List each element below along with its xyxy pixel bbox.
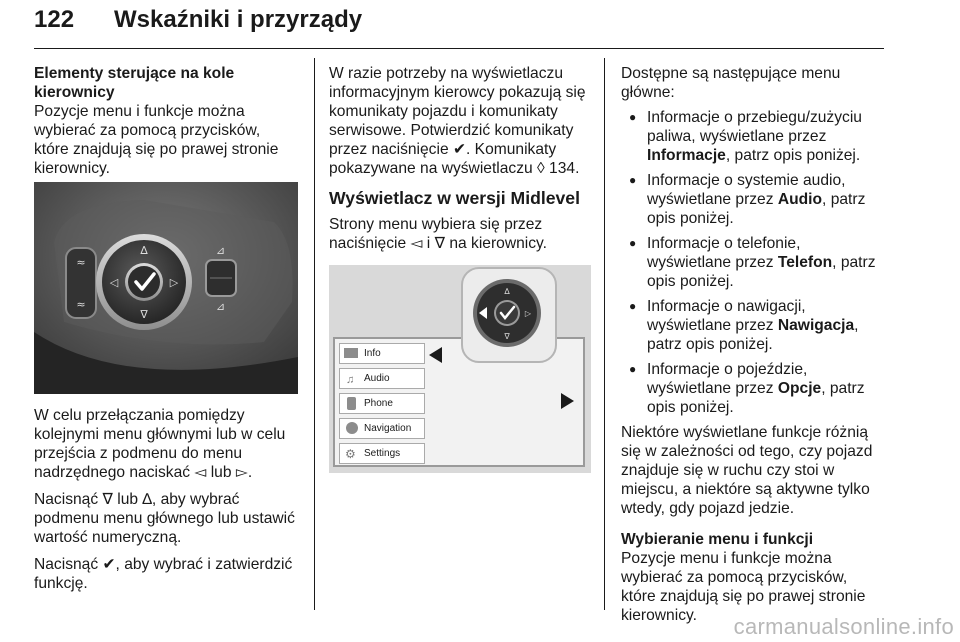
main-menu-list xyxy=(621,108,893,417)
svg-text:∆: ∆ xyxy=(140,244,148,257)
column-1 xyxy=(34,64,304,178)
svg-text:∆: ∆ xyxy=(504,287,510,296)
page-number: 122 xyxy=(34,6,75,33)
left-arrow-icon xyxy=(429,347,442,363)
settings-icon: ⚙ xyxy=(345,447,356,461)
menu-item: ♫ Audio xyxy=(339,368,425,389)
svg-text:⊿: ⊿ xyxy=(216,300,226,313)
steering-wheel-controls-figure xyxy=(34,182,298,394)
varies-paragraph: Niektóre wyświetlane funkcje różnią się w zależności od tego, czy pojazd znajduje się w ruchu czy stoi w miejscu, a niektóre są aktywne tylko wtedy, gdy pojazd jedzie. xyxy=(621,424,873,517)
page-title: Wskaźniki i przyrządy xyxy=(114,6,363,33)
watermark: carmanualsonline.info xyxy=(733,614,954,639)
switch-menu-paragraph: W celu przełączania pomiędzy kolejnymi menu głównymi lub w celu przejścia z podmenu do menu nadrzędnego naciskać ◅ lub ▻. xyxy=(34,407,286,481)
right-arrow-icon xyxy=(561,393,574,409)
phone-icon xyxy=(347,397,356,410)
controller-pad-illustration xyxy=(463,269,551,357)
svg-text:∇: ∇ xyxy=(140,308,148,321)
svg-text:▷: ▷ xyxy=(169,276,179,289)
pages-paragraph: Strony menu wybiera się przez naciśnięcie ◅ i ∇ na kierownicy. xyxy=(329,216,548,252)
list-item: ● Informacje o nawigacji, wyświetlane przez Nawigacja, patrz opis poniżej. xyxy=(621,297,893,354)
confirm-paragraph: Nacisnąć ✔, aby wybrać i zatwierdzić funkcję. xyxy=(34,556,293,592)
column-2 xyxy=(329,64,601,261)
svg-text:▷: ▷ xyxy=(524,309,532,318)
svg-text:≈: ≈ xyxy=(76,298,86,311)
menu-item: Navigation xyxy=(339,418,425,439)
menu-item: ⚙ Settings xyxy=(339,443,425,464)
svg-text:⊿: ⊿ xyxy=(216,244,226,257)
navigation-icon xyxy=(346,422,358,434)
column-3 xyxy=(621,64,893,633)
page-header xyxy=(34,4,884,48)
list-item: ● Informacje o telefonie, wyświetlane przez Telefon, patrz opis poniżej. xyxy=(621,234,893,291)
column-divider-1 xyxy=(314,58,315,610)
list-item: ● Informacje o przebiegu/zużyciu paliwa, wyświetlane przez Informacje, patrz opis poniżej. xyxy=(621,108,893,165)
column-divider-2 xyxy=(604,58,605,610)
info-icon xyxy=(344,348,358,358)
menu-item: Phone xyxy=(339,393,425,414)
svg-text:∇: ∇ xyxy=(504,332,510,341)
column-1-lower xyxy=(34,406,308,601)
menu-item: Info xyxy=(339,343,425,364)
midlevel-display-heading: Wyświetlacz w wersji Midlevel xyxy=(329,188,580,208)
display-menu-list xyxy=(339,343,425,464)
section-heading: Elementy sterujące na kole kierownicy xyxy=(34,65,235,101)
controller-inset xyxy=(461,267,557,363)
section-heading: Wybieranie menu i funkcji xyxy=(621,531,814,548)
select-submenu-paragraph: Nacisnąć ∇ lub ∆, aby wybrać podmenu menu głównego lub ustawić wartość numeryczną. xyxy=(34,491,295,546)
header-rule xyxy=(34,48,884,49)
intro-paragraph: Pozycje menu i funkcje można wybierać za pomocą przycisków, które znajdują się po prawej stronie kierownicy. xyxy=(34,103,279,177)
menus-intro-paragraph: Dostępne są następujące menu główne: xyxy=(621,65,841,101)
messages-paragraph: W razie potrzeby na wyświetlaczu informacyjnym kierowcy pokazują się komunikaty pojazdu i komunikaty serwisowe. Potwierdzić komunikaty przez naciśnięcie ✔. Komunikaty pokazywane na wyświetlaczu ◊ 134. xyxy=(329,65,586,177)
midlevel-display-figure xyxy=(329,265,591,473)
list-item: ● Informacje o systemie audio, wyświetlane przez Audio, patrz opis poniżej. xyxy=(621,171,893,228)
music-note-icon: ♫ xyxy=(346,374,355,386)
svg-text:≈: ≈ xyxy=(76,256,86,269)
list-item: ● Informacje o pojeździe, wyświetlane przez Opcje, patrz opis poniżej. xyxy=(621,360,893,417)
svg-text:◁: ◁ xyxy=(109,276,119,289)
buttons-paragraph: Pozycje menu i funkcje można wybierać za pomocą przycisków, które znajdują się po prawej stronie kierownicy. xyxy=(621,550,866,624)
